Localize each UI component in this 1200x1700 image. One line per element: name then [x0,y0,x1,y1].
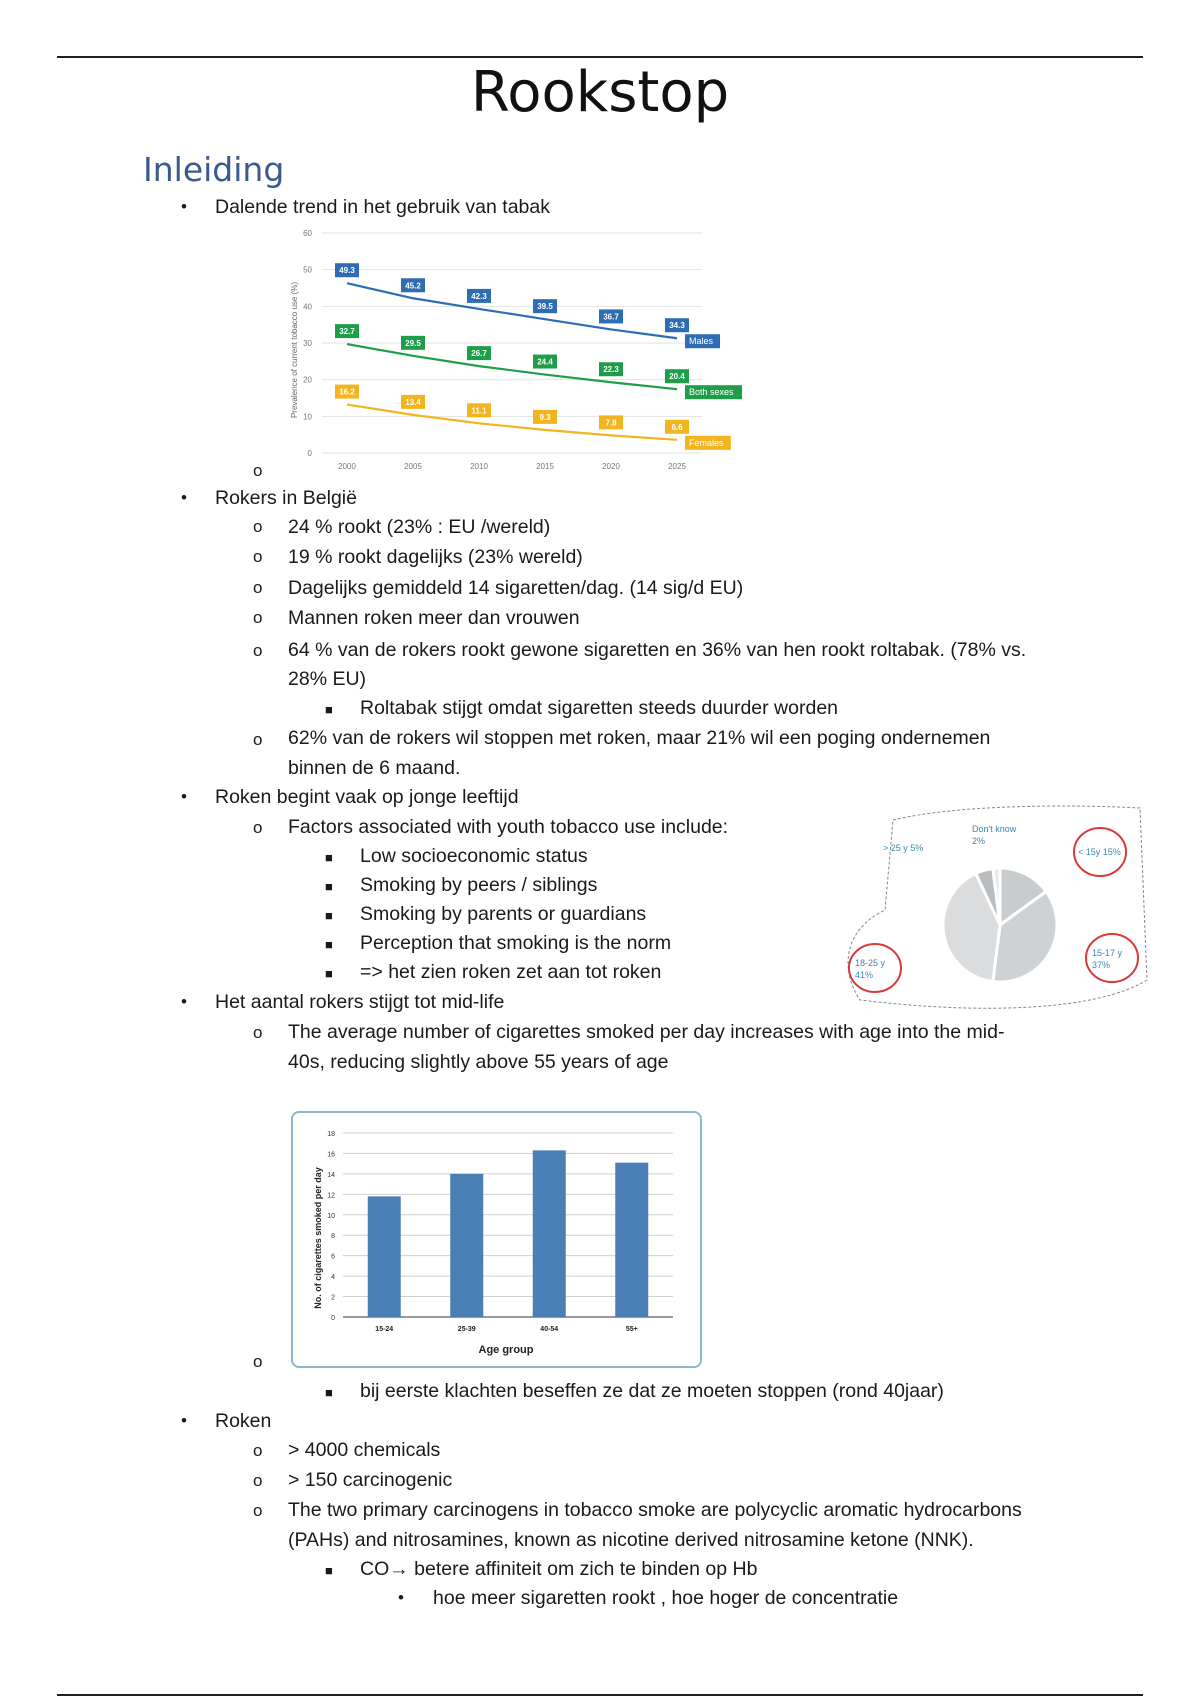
bullet-dot: • [181,197,187,216]
data-label: 16.2 [339,387,355,397]
data-label: 6.6 [671,422,683,432]
data-label: 34.3 [669,321,685,331]
list-item-continued: binnen de 6 maand. [288,757,461,779]
list-item: 64 % van de rokers rookt gewone sigaretten en 36% van hen rookt roltabak. (78% vs. [288,639,1027,661]
y-tick-label: 10 [327,1212,335,1220]
series-legend-label: Females [689,437,724,448]
list-item: Mannen roken meer dan vrouwen [288,607,580,629]
sub-bullet-circle: o [253,1501,263,1520]
x-tick-label: 40-54 [540,1326,559,1333]
sub-bullet-circle: o [253,730,263,749]
y-tick-label: 18 [327,1131,335,1138]
bullet-text: Roken [215,1410,272,1432]
list-item: 24 % rookt (23% : EU /wereld) [288,516,551,538]
list-item: CO→ betere affiniteit om zich te binden op Hb [360,1558,758,1580]
data-label: 7.8 [605,418,617,428]
data-label: 13.4 [405,397,421,407]
data-label: 36.7 [603,312,619,322]
sub-sub-bullet-square: ■ [325,937,333,952]
list-item: hoe meer sigaretten rookt , hoe hoger de concentratie [433,1587,899,1609]
series-legend-label: Both sexes [689,387,734,398]
y-tick-label: 0 [331,1315,335,1322]
list-item: 62% van de rokers wil stoppen met roken, maar 21% wil een poging ondernemen [288,727,991,749]
list-item: > 150 carcinogenic [288,1469,453,1491]
page-title: Rookstop [470,60,730,125]
sub-bullet-circle: o [253,1352,263,1371]
bullet-text: Rokers in België [215,487,357,509]
bullet-dot: • [181,1411,187,1430]
data-label: 49.3 [339,266,355,276]
cigarettes-per-day-bar-chart [293,1113,698,1363]
y-tick-label: 14 [327,1171,335,1179]
sub-bullet-circle: o [253,641,263,660]
bottom-rule [57,1694,1143,1696]
sub-sub-bullet-square: ■ [325,702,333,717]
list-item-continued: (PAHs) and nitrosamines, known as nicotine derived nitrosamine ketone (NNK). [288,1529,974,1551]
pie-label: 18-25 y [855,958,886,968]
list-item: Low socioeconomic status [360,845,588,867]
x-tick-label: 15-24 [375,1326,394,1333]
list-item: Factors associated with youth tobacco use include: [288,816,729,838]
x-tick-label: 2010 [470,462,488,471]
list-item: => het zien roken zet aan tot roken [360,961,662,983]
y-tick-label: 8 [331,1233,335,1241]
sub-sub-bullet-square: ■ [325,908,333,923]
data-label: 45.2 [405,281,421,291]
top-rule [57,56,1143,58]
list-item: Perception that smoking is the norm [360,932,672,954]
data-label: 24.4 [537,357,553,367]
data-label: 11.1 [471,406,487,416]
y-tick-label: 30 [303,339,312,348]
bar [615,1163,648,1317]
sub-sub-bullet-square: ■ [325,966,333,981]
x-tick-label: 2015 [536,462,554,471]
y-tick-label: 40 [303,302,312,312]
y-axis-label: Prevalence of current tobacco use (%) [290,281,299,419]
list-item: The two primary carcinogens in tobacco smoke are polycyclic aromatic hydrocarbons [288,1499,1022,1521]
data-label: 20.4 [669,372,685,382]
sub-sub-bullet-square: ■ [325,850,333,865]
data-label: 39.5 [537,302,553,312]
list-item: 19 % rookt dagelijks (23% wereld) [288,546,583,568]
sub-sub-bullet-square: ■ [325,1563,333,1578]
list-item-continued: 40s, reducing slightly above 55 years of age [288,1051,669,1073]
section-heading: Inleiding [143,150,285,189]
sub-bullet-circle: o [253,547,263,566]
bullet-text: Roken begint vaak op jonge leeftijd [215,786,519,808]
sub-bullet-circle: o [253,517,263,536]
x-tick-label: 25-39 [457,1326,476,1333]
data-label: 22.3 [603,365,619,375]
list-item-continued: 28% EU) [288,668,367,690]
data-label: 32.7 [339,327,355,337]
y-tick-label: 16 [327,1151,335,1159]
pie-pct-label: 37% [1092,960,1111,970]
list-item: > 4000 chemicals [288,1439,441,1461]
series-legend-label: Males [689,336,714,347]
data-label: 9.3 [539,412,551,422]
y-axis-label: No. of cigarettes smoked per day [313,1167,323,1309]
list-item: Dagelijks gemiddeld 14 sigaretten/dag. (14 sig/d EU) [288,577,744,599]
sub-bullet-circle: o [253,578,263,597]
list-item: The average number of cigarettes smoked per day increases with age into the mid- [288,1021,1005,1043]
y-tick-label: 50 [303,265,312,275]
y-tick-label: 0 [307,449,312,458]
y-tick-label: 20 [303,375,312,385]
y-tick-label: 4 [331,1274,335,1282]
list-item: bij eerste klachten beseffen ze dat ze moeten stoppen (rond 40jaar) [360,1380,944,1402]
data-label: 42.3 [471,291,487,301]
sub-bullet-circle: o [253,1441,263,1460]
y-tick-label: 60 [303,229,312,238]
list-item: Smoking by parents or guardians [360,903,647,925]
x-tick-label: 55+ [625,1326,638,1333]
x-tick-label: 2005 [404,462,422,471]
pie-pct-label: 41% [855,970,874,980]
bar [450,1174,483,1317]
y-tick-label: 10 [303,412,312,422]
list-item: Smoking by peers / siblings [360,874,598,896]
pie-label: 15-17 y [1092,948,1123,958]
bar [533,1150,566,1317]
sub-sub-bullet-square: ■ [325,879,333,894]
x-tick-label: 2000 [338,462,356,471]
bar [368,1196,401,1317]
bullet-dot: • [181,488,187,507]
bullet-dot: • [181,787,187,806]
sub-bullet-circle: o [253,608,263,627]
list-item: Roltabak stijgt omdat sigaretten steeds duurder worden [360,697,839,719]
x-tick-label: 2020 [602,462,620,471]
sub-bullet-circle: o [253,461,263,480]
data-label: 26.7 [471,349,487,359]
y-tick-label: 12 [327,1192,335,1200]
tobacco-trend-chart [282,225,742,480]
pie-label: Don't know [972,824,1017,834]
pie-label: < 15y 15% [1078,847,1121,857]
bullet-text: Dalende trend in het gebruik van tabak [215,196,550,218]
x-tick-label: 2025 [668,462,686,471]
bullet-dot: • [181,992,187,1011]
y-tick-label: 2 [331,1294,335,1302]
bullet-text: Het aantal rokers stijgt tot mid-life [215,991,505,1013]
y-tick-label: 6 [331,1253,335,1261]
age-of-onset-pie-chart [835,800,1150,1015]
sub-sub-bullet-square: ■ [325,1385,333,1400]
bullet-dot: • [398,1588,404,1607]
data-label: 29.5 [405,338,421,348]
sub-bullet-circle: o [253,1471,263,1490]
sub-bullet-circle: o [253,1023,263,1042]
pie-pct-label: 2% [972,836,986,846]
x-axis-label: Age group [478,1344,534,1356]
sub-bullet-circle: o [253,818,263,837]
pie-label: > 25 y 5% [883,843,924,853]
